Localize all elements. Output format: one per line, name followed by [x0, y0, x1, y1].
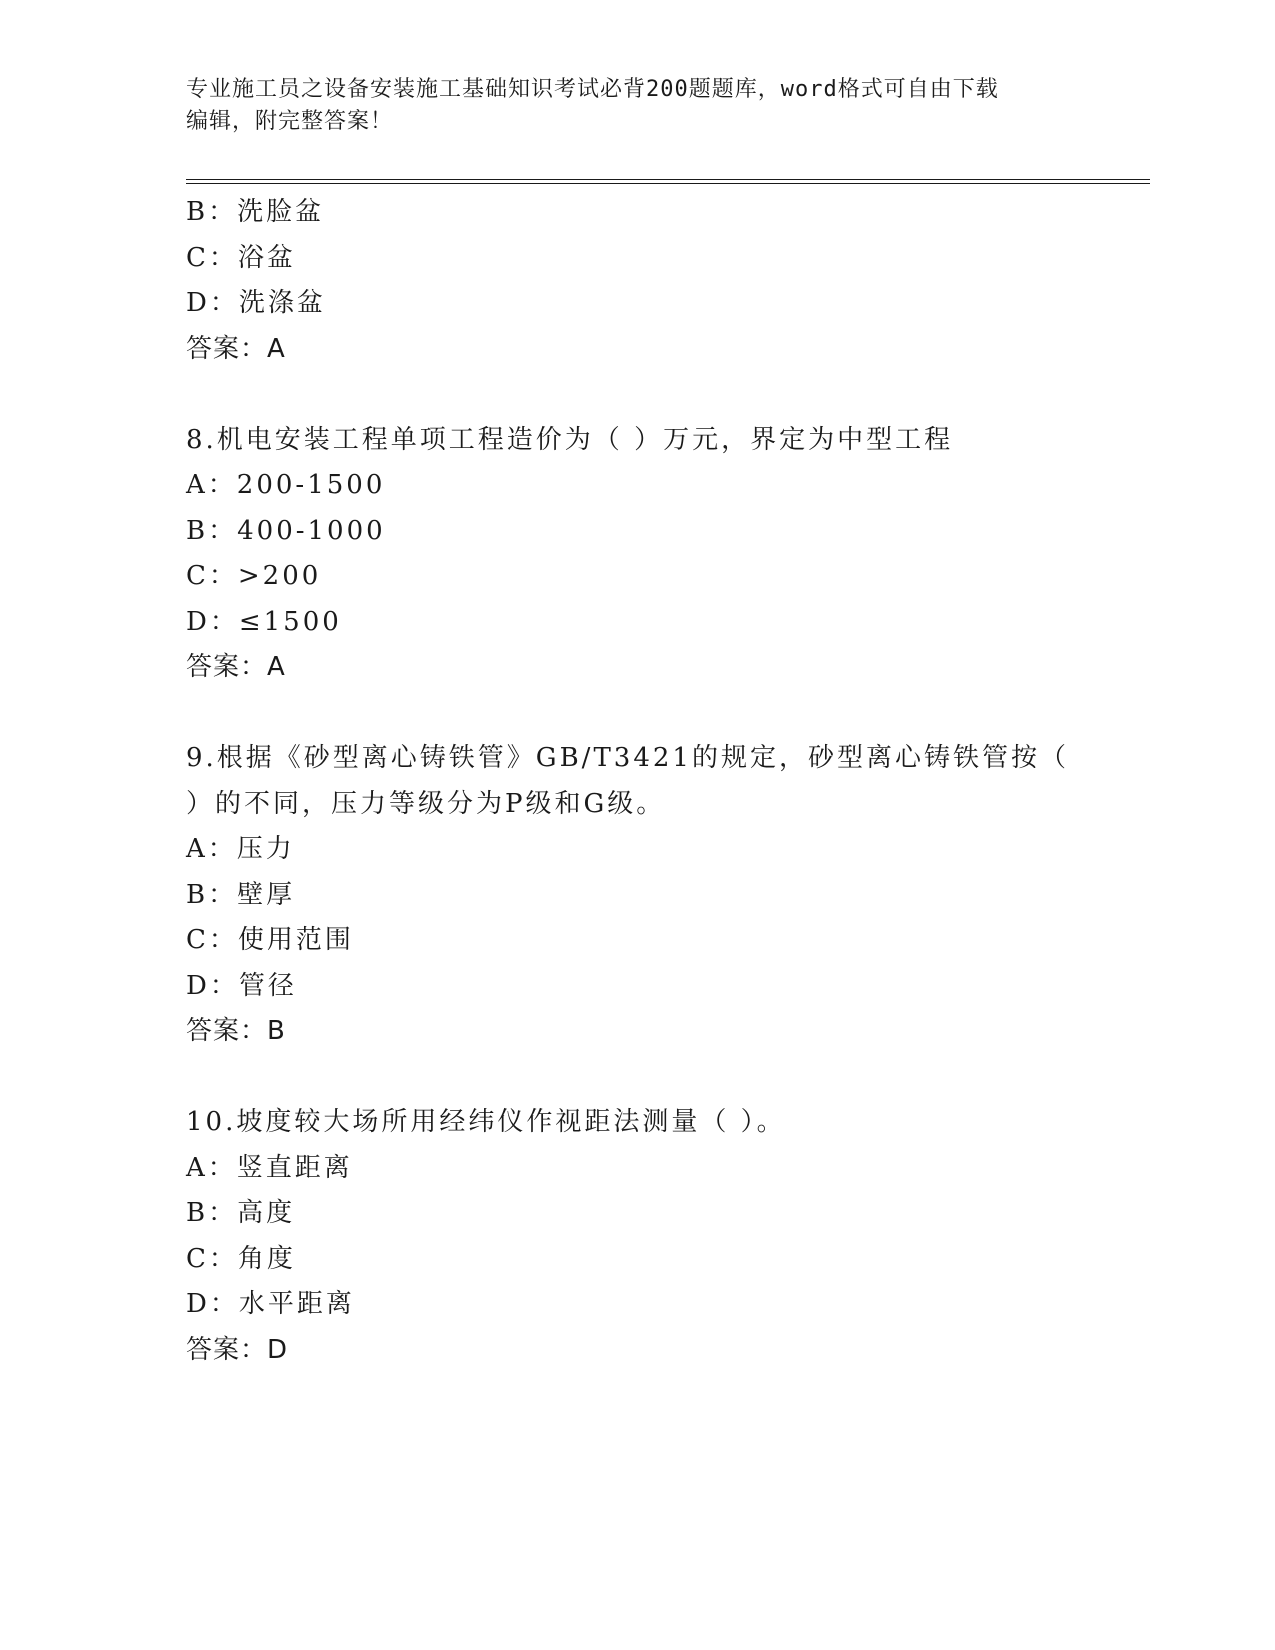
option-a: A：200-1500 — [186, 470, 386, 500]
option-b: B：400-1000 — [186, 515, 386, 546]
option-c: C：>200 — [186, 561, 322, 591]
option-b: B：壁厚 — [186, 879, 296, 910]
answer-line: 答案：D — [186, 1334, 289, 1365]
option-b: B：洗脸盆 — [186, 197, 325, 227]
question-9 — [186, 736, 1146, 1055]
option-a: A：竖直距离 — [186, 1152, 353, 1183]
option-d: D：管径 — [186, 970, 297, 1001]
answer-line: 答案：A — [186, 652, 286, 682]
option-c: C：浴盆 — [186, 242, 296, 273]
answer-line: 答案：B — [186, 1016, 286, 1046]
option-c: C：角度 — [186, 1243, 296, 1274]
option-b: B：高度 — [186, 1198, 296, 1228]
question-8 — [186, 418, 1146, 691]
question-fragment — [186, 190, 1146, 372]
header-title-line-1: 专业施工员之设备安装施工基础知识考试必背200题题库，word格式可自由下载 — [186, 77, 999, 102]
question-list — [186, 190, 1146, 1373]
header-title-line-2: 编辑，附完整答案！ — [186, 109, 394, 134]
question-stem: 9.根据《砂型离心铸铁管》GB/T3421的规定，砂型离心铸铁管按（ ）的不同，压力等级分为P级和G级。 — [186, 743, 1069, 819]
option-a: A：压力 — [186, 834, 295, 864]
document-header — [186, 74, 1066, 138]
option-c: C：使用范围 — [186, 925, 354, 955]
header-divider-top — [186, 179, 1150, 180]
option-d: D：洗涤盆 — [186, 288, 326, 318]
question-10 — [186, 1100, 1146, 1373]
option-d: D：≤1500 — [186, 606, 342, 637]
question-stem: 10.坡度较大场所用经纬仪作视距法测量（ ）。 — [186, 1107, 786, 1137]
answer-line: 答案：A — [186, 333, 286, 364]
option-d: D：水平距离 — [186, 1289, 355, 1319]
header-divider-bottom — [186, 183, 1150, 184]
question-stem: 8.机电安装工程单项工程造价为（ ）万元，界定为中型工程 — [186, 424, 954, 455]
